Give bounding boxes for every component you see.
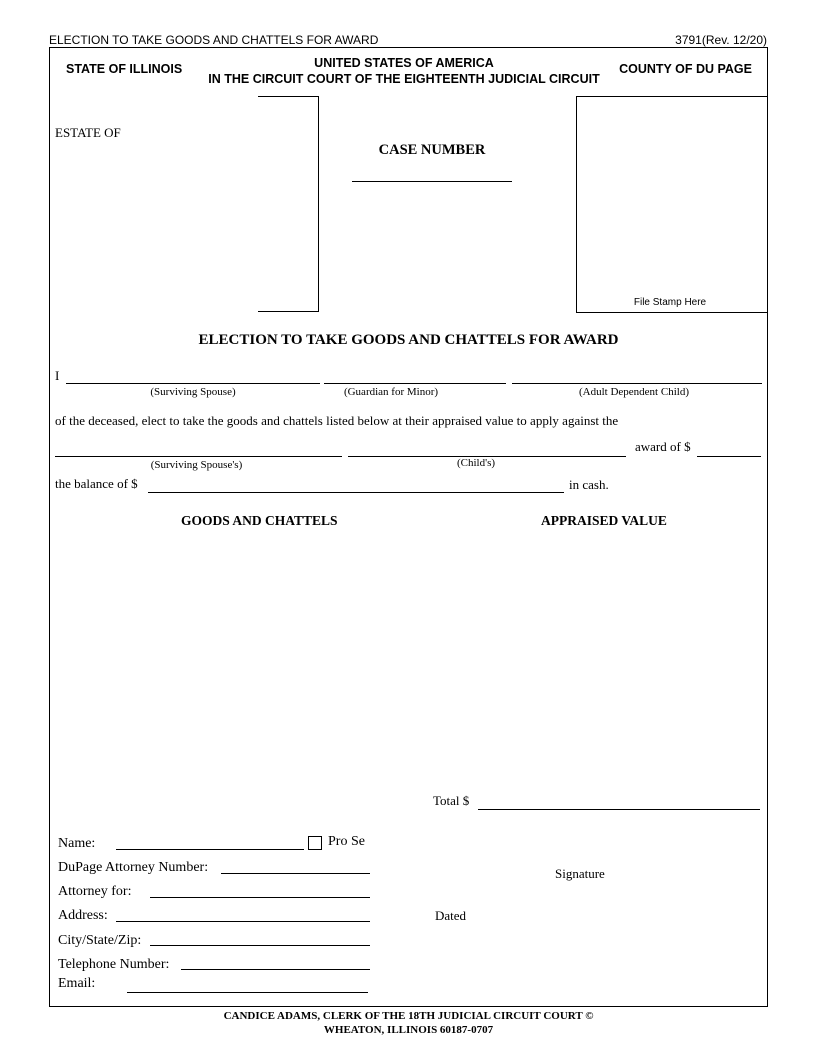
adult-child-label: (Adult Dependent Child) bbox=[579, 386, 689, 398]
attorney-for-line[interactable] bbox=[150, 897, 370, 898]
estate-bracket bbox=[258, 96, 319, 312]
childs-label: (Child's) bbox=[456, 457, 496, 469]
case-number-label: CASE NUMBER bbox=[378, 142, 486, 158]
in-cash-label: in cash. bbox=[569, 477, 609, 492]
address-line[interactable] bbox=[116, 921, 370, 922]
form-number: 3791(Rev. 12/20) bbox=[675, 33, 767, 47]
name-label: Name: bbox=[58, 836, 96, 851]
election-statement: of the deceased, elect to take the goods and chattels listed below at their appraised value to apply against the bbox=[55, 413, 619, 428]
form-title-header: ELECTION TO TAKE GOODS AND CHATTELS FOR AWARD bbox=[49, 33, 379, 47]
document-title: ELECTION TO TAKE GOODS AND CHATTELS FOR AWARD bbox=[198, 332, 619, 348]
award-amount-line[interactable] bbox=[697, 456, 761, 457]
country-label: UNITED STATES OF AMERICA bbox=[314, 56, 494, 70]
footer-clerk: CANDICE ADAMS, CLERK OF THE 18TH JUDICIAL CIRCUIT COURT © bbox=[223, 1010, 594, 1022]
pro-se-label: Pro Se bbox=[328, 834, 365, 849]
estate-label: ESTATE OF bbox=[55, 125, 121, 140]
email-line[interactable] bbox=[127, 992, 368, 993]
dated-label: Dated bbox=[435, 908, 467, 923]
telephone-line[interactable] bbox=[181, 969, 370, 970]
total-label: Total $ bbox=[433, 793, 470, 808]
city-line[interactable] bbox=[150, 945, 370, 946]
spouses-label: (Surviving Spouse's) bbox=[150, 459, 243, 471]
pro-se-checkbox[interactable] bbox=[308, 836, 322, 850]
name-line[interactable] bbox=[116, 849, 304, 850]
dupage-number-label: DuPage Attorney Number: bbox=[58, 860, 209, 875]
attorney-for-label: Attorney for: bbox=[58, 884, 132, 899]
email-label: Email: bbox=[58, 976, 96, 991]
county-label: COUNTY OF DU PAGE bbox=[619, 62, 752, 76]
state-label: STATE OF ILLINOIS bbox=[66, 62, 183, 76]
value-header: APPRAISED VALUE bbox=[541, 513, 667, 528]
guardian-line[interactable] bbox=[324, 383, 506, 384]
city-label: City/State/Zip: bbox=[58, 933, 142, 948]
dupage-number-line[interactable] bbox=[221, 873, 370, 874]
goods-header: GOODS AND CHATTELS bbox=[181, 513, 338, 528]
goods-list-area[interactable] bbox=[55, 535, 760, 785]
footer-address: WHEATON, ILLINOIS 60187-0707 bbox=[323, 1024, 494, 1036]
award-label: award of $ bbox=[635, 439, 691, 454]
court-label: IN THE CIRCUIT COURT OF THE EIGHTEENTH JUDICIAL CIRCUIT bbox=[208, 72, 600, 86]
balance-label: the balance of $ bbox=[55, 476, 138, 491]
spouse-label: (Surviving Spouse) bbox=[150, 386, 236, 398]
adult-child-line[interactable] bbox=[512, 383, 762, 384]
address-label: Address: bbox=[58, 908, 108, 923]
spouses-award-line[interactable] bbox=[55, 456, 342, 457]
telephone-label: Telephone Number: bbox=[58, 957, 170, 972]
spouse-line[interactable] bbox=[66, 383, 320, 384]
total-line[interactable] bbox=[478, 809, 760, 810]
election-prefix: I bbox=[55, 368, 60, 383]
case-number-line[interactable] bbox=[352, 181, 512, 182]
file-stamp-box bbox=[576, 96, 768, 313]
guardian-label: (Guardian for Minor) bbox=[343, 386, 439, 398]
file-stamp-label: File Stamp Here bbox=[633, 297, 707, 308]
balance-line[interactable] bbox=[148, 492, 564, 493]
signature-label: Signature bbox=[555, 866, 605, 881]
